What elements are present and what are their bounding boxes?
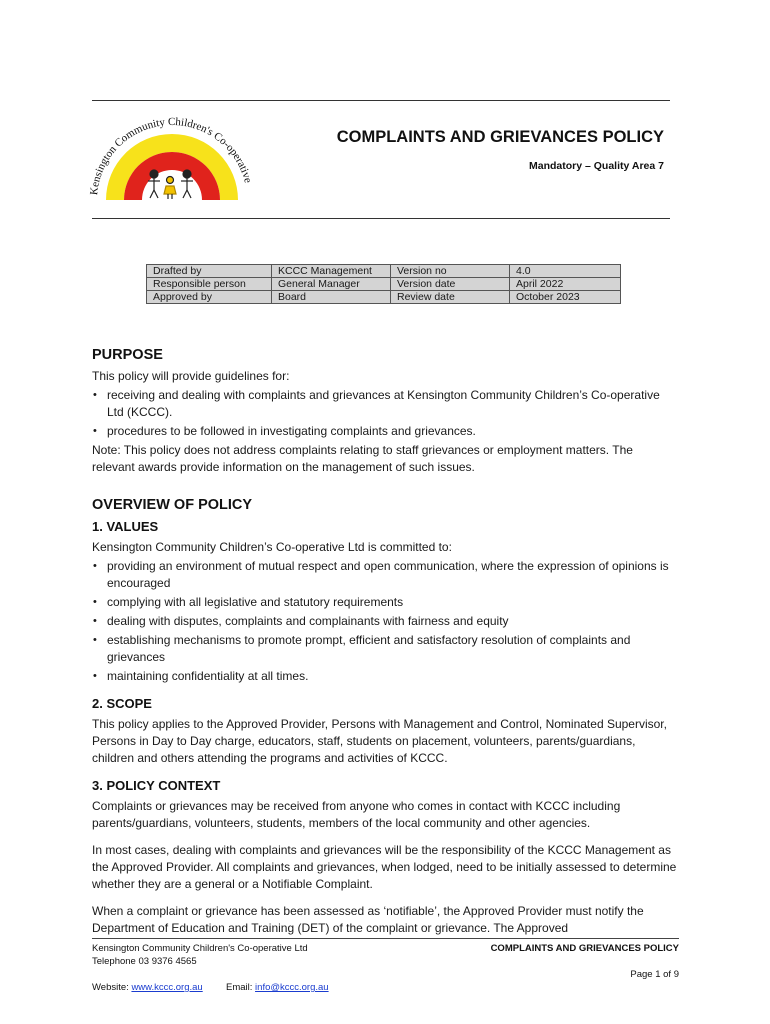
table-cell: October 2023 xyxy=(510,291,621,304)
values-list xyxy=(92,558,678,685)
list-item: • receiving and dealing with complaints and grievances at Kensington Community Children’s Co-operative Ltd (KCCC). xyxy=(92,387,678,421)
list-item: • procedures to be followed in investigating complaints and grievances. xyxy=(92,423,678,440)
table-cell: Approved by xyxy=(147,291,272,304)
policy-subtitle: Mandatory – Quality Area 7 xyxy=(529,160,664,172)
values-intro: Kensington Community Children’s Co-operative Ltd is committed to: xyxy=(92,540,452,554)
footer-rule xyxy=(92,938,679,939)
list-item: • maintaining confidentiality at all times. xyxy=(92,668,678,685)
purpose-intro: This policy will provide guidelines for: xyxy=(92,369,290,383)
email-label: Email: xyxy=(226,982,253,993)
context-paragraph: In most cases, dealing with complaints and grievances will be the responsibility of the KCCC Management as the Approved Provider. All complaints and grievances, when lodged, need to be initially assessed to determine whether they are a general or a Notifiable Complaint. xyxy=(92,843,677,891)
footer-phone: Telephone 03 9376 4565 xyxy=(92,956,197,967)
overview-heading: OVERVIEW OF POLICY xyxy=(92,497,253,513)
table-cell: KCCC Management xyxy=(272,265,391,278)
list-item: • dealing with disputes, complaints and complainants with fairness and equity xyxy=(92,613,678,630)
footer-org: Kensington Community Children's Co-operative Ltd xyxy=(92,943,308,954)
context-paragraph: When a complaint or grievance has been assessed as ‘notifiable’, the Approved Provider must notify the Department of Education and Training (DET) of the complaint or grievance. The Approved xyxy=(92,904,644,935)
purpose-heading: PURPOSE xyxy=(92,347,163,363)
list-item: • establishing mechanisms to promote prompt, efficient and satisfactory resolution of complaints and grievances xyxy=(92,632,678,666)
list-item: • providing an environment of mutual respect and open communication, where the expression of opinions is encouraged xyxy=(92,558,678,592)
website-label: Website: xyxy=(92,982,129,993)
table-row xyxy=(147,265,621,278)
kccc-logo xyxy=(84,108,254,208)
context-paragraph: Complaints or grievances may be received from anyone who comes in contact with KCCC including parents/guardians, volunteers, students, members of the local community and other agencies. xyxy=(92,799,621,830)
footer-links xyxy=(92,981,329,994)
table-cell: Version no xyxy=(391,265,510,278)
email-link[interactable]: info@kccc.org.au xyxy=(255,982,329,993)
footer-left xyxy=(92,942,329,994)
table-row xyxy=(147,291,621,304)
footer-right xyxy=(440,942,679,981)
table-cell: Responsible person xyxy=(147,278,272,291)
table-cell: Version date xyxy=(391,278,510,291)
version-table xyxy=(146,264,621,304)
table-cell: Drafted by xyxy=(147,265,272,278)
list-item: • complying with all legislative and statutory requirements xyxy=(92,594,678,611)
context-heading: 3. POLICY CONTEXT xyxy=(92,778,221,793)
table-cell: General Manager xyxy=(272,278,391,291)
children-figures-icon xyxy=(148,170,193,199)
scope-heading: 2. SCOPE xyxy=(92,696,152,711)
purpose-note: Note: This policy does not address complaints relating to staff grievances or employment matters. The relevant awards provide information on the management of such issues. xyxy=(92,443,633,474)
footer-doc-title: COMPLAINTS AND GRIEVANCES POLICY xyxy=(490,943,679,954)
table-cell: 4.0 xyxy=(510,265,621,278)
purpose-list xyxy=(92,387,678,440)
header-top-rule xyxy=(92,100,670,101)
policy-body xyxy=(92,346,678,937)
table-cell: Board xyxy=(272,291,391,304)
table-row xyxy=(147,278,621,291)
website-link[interactable]: www.kccc.org.au xyxy=(131,982,203,993)
table-cell: Review date xyxy=(391,291,510,304)
scope-text: This policy applies to the Approved Provider, Persons with Management and Control, Nominated Supervisor, Persons in Day to Day charge, educators, staff, students on placement, volunteers, parents/guardians, children and others attending the programs and activities of KCCC. xyxy=(92,717,667,765)
logo-text: Kensington Community Children's Co-operative xyxy=(88,115,254,196)
header-bottom-rule xyxy=(92,218,670,219)
footer-page-number: Page 1 of 9 xyxy=(630,969,679,980)
values-heading: 1. VALUES xyxy=(92,519,159,534)
policy-title: COMPLAINTS AND GRIEVANCES POLICY xyxy=(336,128,664,146)
table-cell: April 2022 xyxy=(510,278,621,291)
